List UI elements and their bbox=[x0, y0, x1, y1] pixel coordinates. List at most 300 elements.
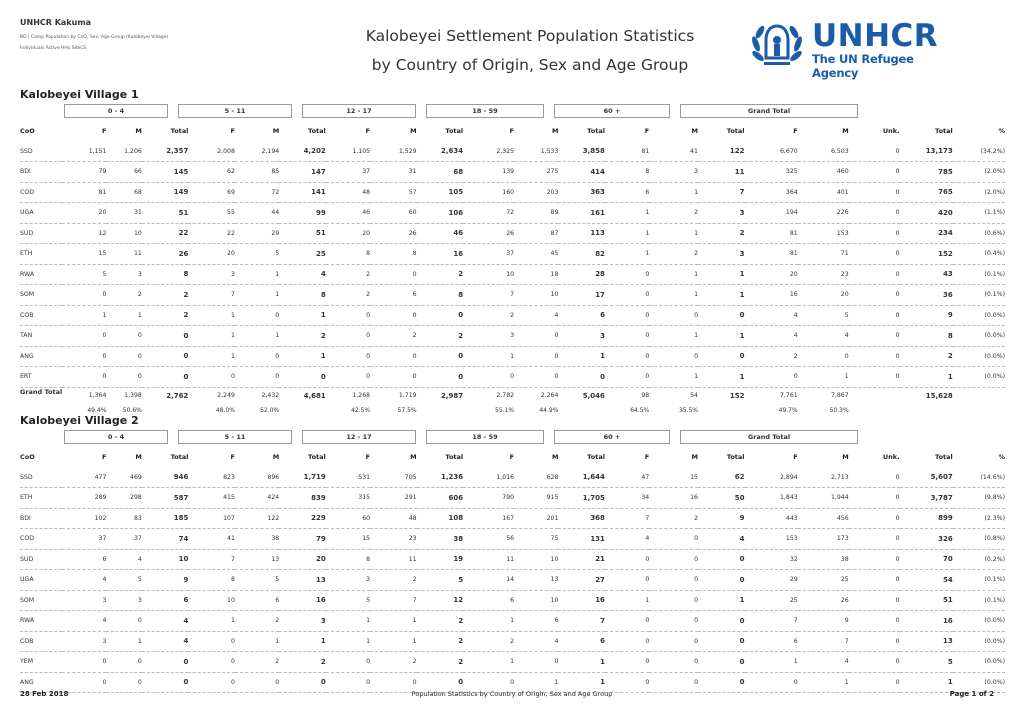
table-cell: 477 bbox=[62, 467, 106, 488]
table-cell: 10 bbox=[463, 264, 514, 285]
table-row bbox=[20, 590, 1005, 611]
table-cell: 325 bbox=[745, 162, 798, 183]
table-row bbox=[20, 264, 1005, 285]
table-cell: (0.1%) bbox=[953, 590, 1005, 611]
column-header: F bbox=[101, 453, 107, 461]
table-cell: 3 bbox=[62, 590, 106, 611]
table-cell: 363 bbox=[558, 182, 605, 203]
table-cell: 289 bbox=[62, 488, 106, 509]
column-header: Total bbox=[445, 127, 464, 135]
table-cell: 3 bbox=[649, 162, 698, 183]
table-cell: 2 bbox=[326, 264, 370, 285]
column-header: CoO bbox=[20, 127, 35, 135]
table-cell: 1 bbox=[900, 672, 953, 693]
table-cell: 5,607 bbox=[900, 467, 953, 488]
column-header: Total bbox=[726, 127, 745, 135]
table-cell: 2 bbox=[279, 326, 326, 347]
table-cell: 81 bbox=[745, 244, 798, 265]
country-code: ETH bbox=[20, 244, 62, 265]
footer-caption: Population Statistics by Country of Origin, Sex and Age Group bbox=[411, 690, 613, 698]
table-cell: 0 bbox=[849, 467, 900, 488]
table-cell: 1 bbox=[326, 611, 370, 632]
table-cell: 0 bbox=[849, 631, 900, 652]
report-description: BO | Camp Population by CoO, Sex, Age Group (Kalobeyei Village) bbox=[20, 35, 169, 40]
column-header: M bbox=[135, 127, 142, 135]
title-line-2: by Country of Origin, Sex and Age Group bbox=[371, 56, 689, 74]
table-cell: 4 bbox=[142, 611, 189, 632]
table-cell: 1 bbox=[798, 672, 849, 693]
table-cell: 26 bbox=[463, 223, 514, 244]
table-cell: 6 bbox=[463, 590, 514, 611]
table-cell: 0 bbox=[514, 367, 558, 388]
table-cell: 4 bbox=[142, 631, 189, 652]
table-cell: 2,634 bbox=[417, 141, 464, 162]
percent-cell: 48.0% bbox=[215, 406, 235, 414]
table-cell: 1 bbox=[649, 223, 698, 244]
header-left bbox=[20, 18, 168, 51]
table-cell: 5 bbox=[62, 264, 106, 285]
table-cell: 2 bbox=[417, 631, 464, 652]
column-header: Total bbox=[935, 127, 953, 135]
table-row bbox=[20, 141, 1005, 162]
table-cell: 0 bbox=[698, 652, 745, 673]
table-cell: 0 bbox=[605, 264, 649, 285]
age-group-label: 5 - 11 bbox=[178, 104, 292, 118]
table-cell: (0.2%) bbox=[953, 549, 1005, 570]
table-cell: 0 bbox=[849, 244, 900, 265]
table-cell: 7 bbox=[798, 631, 849, 652]
country-code: COD bbox=[20, 529, 62, 550]
table-cell: 0 bbox=[605, 346, 649, 367]
table-cell: 10 bbox=[188, 590, 235, 611]
table-cell: 531 bbox=[326, 467, 370, 488]
table-cell: 0 bbox=[235, 367, 279, 388]
table-cell: 167 bbox=[463, 508, 514, 529]
table-cell: 8 bbox=[279, 285, 326, 306]
table-cell: 4 bbox=[106, 549, 141, 570]
table-cell: 1 bbox=[235, 264, 279, 285]
table-cell: 102 bbox=[62, 508, 106, 529]
table-cell: 0 bbox=[605, 305, 649, 326]
table-cell: 141 bbox=[279, 182, 326, 203]
table-cell: 1,529 bbox=[370, 141, 417, 162]
table-cell: 16 bbox=[558, 590, 605, 611]
table-cell: 6 bbox=[558, 631, 605, 652]
table-cell: 1 bbox=[605, 590, 649, 611]
table-cell: 160 bbox=[463, 182, 514, 203]
table-cell: 203 bbox=[514, 182, 558, 203]
table-cell: 20 bbox=[326, 223, 370, 244]
table-cell: 785 bbox=[900, 162, 953, 183]
column-header: M bbox=[272, 127, 280, 135]
table-cell: 401 bbox=[798, 182, 849, 203]
table-cell: (0.1%) bbox=[953, 570, 1005, 591]
table-cell: 0 bbox=[62, 672, 106, 693]
table-cell: 1 bbox=[698, 590, 745, 611]
table-cell: 2 bbox=[649, 203, 698, 224]
table-cell: 275 bbox=[514, 162, 558, 183]
table-cell: 0 bbox=[849, 203, 900, 224]
table-cell: 0 bbox=[326, 652, 370, 673]
table-cell: 12 bbox=[417, 590, 464, 611]
table-cell: 368 bbox=[558, 508, 605, 529]
table-cell: 0 bbox=[279, 367, 326, 388]
age-group-label: 18 - 59 bbox=[426, 430, 544, 444]
table-cell: 1,016 bbox=[463, 467, 514, 488]
table-cell: (0.0%) bbox=[953, 346, 1005, 367]
table-cell: 1 bbox=[235, 285, 279, 306]
column-header: Total bbox=[170, 453, 189, 461]
table-cell: 0 bbox=[417, 672, 464, 693]
table-cell: 0 bbox=[649, 346, 698, 367]
table-cell: 0 bbox=[370, 672, 417, 693]
table-cell: 0 bbox=[62, 652, 106, 673]
column-header: F bbox=[365, 453, 371, 461]
table-cell: 6 bbox=[745, 631, 798, 652]
table-cell: 291 bbox=[370, 488, 417, 509]
table-cell: 6 bbox=[558, 305, 605, 326]
table-cell: 20 bbox=[62, 203, 106, 224]
column-header: M bbox=[135, 453, 142, 461]
table-cell: 108 bbox=[417, 508, 464, 529]
table-row bbox=[20, 305, 1005, 326]
table-cell: 0 bbox=[849, 141, 900, 162]
table-cell: 0 bbox=[605, 549, 649, 570]
table-cell: 34 bbox=[605, 488, 649, 509]
table-cell: (0.0%) bbox=[953, 611, 1005, 632]
table-cell: 6 bbox=[62, 549, 106, 570]
country-code: ANG bbox=[20, 672, 62, 693]
table-cell: 12 bbox=[62, 223, 106, 244]
table-cell: 0 bbox=[370, 346, 417, 367]
table-cell: 21 bbox=[558, 549, 605, 570]
table-cell: 420 bbox=[900, 203, 953, 224]
column-header: Total bbox=[445, 453, 464, 461]
table-cell: 8 bbox=[142, 264, 189, 285]
table-cell: 2 bbox=[698, 223, 745, 244]
table-cell: 2 bbox=[463, 305, 514, 326]
country-code: BDI bbox=[20, 508, 62, 529]
table-cell: 9 bbox=[798, 611, 849, 632]
table-cell: 0 bbox=[370, 367, 417, 388]
country-code: UGA bbox=[20, 203, 62, 224]
table-cell: 0 bbox=[849, 570, 900, 591]
grand-total-cell bbox=[849, 387, 900, 404]
column-header: % bbox=[998, 127, 1005, 135]
grand-total-cell: 7,761 bbox=[779, 392, 798, 400]
table-cell: 3 bbox=[558, 326, 605, 347]
table-cell: 51 bbox=[142, 203, 189, 224]
table-cell: 83 bbox=[106, 508, 141, 529]
table-cell: 149 bbox=[142, 182, 189, 203]
table-cell: 315 bbox=[326, 488, 370, 509]
table-cell: 0 bbox=[745, 672, 798, 693]
table-cell: 705 bbox=[370, 467, 417, 488]
table-cell: 0 bbox=[849, 611, 900, 632]
table-row bbox=[20, 223, 1005, 244]
table-cell: 0 bbox=[649, 590, 698, 611]
table-cell: 85 bbox=[235, 162, 279, 183]
grand-total-cell: 98 bbox=[641, 392, 650, 400]
table-cell: 7 bbox=[558, 611, 605, 632]
grand-total-cell: 2,432 bbox=[261, 392, 280, 400]
village-1-section bbox=[20, 88, 1005, 416]
table-cell: 7 bbox=[370, 590, 417, 611]
table-cell: 7 bbox=[463, 285, 514, 306]
table-cell: 6,503 bbox=[798, 141, 849, 162]
table-cell: 0 bbox=[649, 672, 698, 693]
percent-cell: 35.5% bbox=[678, 406, 698, 414]
table-cell: 0 bbox=[649, 570, 698, 591]
table-cell: 1 bbox=[649, 264, 698, 285]
table-cell: 8 bbox=[605, 162, 649, 183]
table-cell: 8 bbox=[900, 326, 953, 347]
column-header: % bbox=[998, 453, 1005, 461]
table-cell: 587 bbox=[142, 488, 189, 509]
table-cell: 26 bbox=[370, 223, 417, 244]
table-cell: 0 bbox=[849, 508, 900, 529]
table-cell: 0 bbox=[849, 488, 900, 509]
table-cell: 2,713 bbox=[798, 467, 849, 488]
table-cell: 3 bbox=[188, 264, 235, 285]
table-cell: 0 bbox=[235, 346, 279, 367]
table-cell: 50 bbox=[698, 488, 745, 509]
table-cell: 1,533 bbox=[514, 141, 558, 162]
column-header-row bbox=[20, 447, 1005, 467]
table-cell: 628 bbox=[514, 467, 558, 488]
country-code: RWA bbox=[20, 611, 62, 632]
table-cell: 0 bbox=[849, 367, 900, 388]
table-cell: 13 bbox=[279, 570, 326, 591]
column-header: Total bbox=[587, 453, 605, 461]
table-cell: 839 bbox=[279, 488, 326, 509]
table-cell: 0 bbox=[326, 346, 370, 367]
table-cell: 3 bbox=[62, 631, 106, 652]
table-cell: 0 bbox=[698, 672, 745, 693]
table-cell: 0 bbox=[142, 346, 189, 367]
table-cell: 0 bbox=[605, 611, 649, 632]
table-cell: 2 bbox=[417, 652, 464, 673]
table-cell: 74 bbox=[142, 529, 189, 550]
country-code: ERT bbox=[20, 367, 62, 388]
table-cell: 1 bbox=[370, 631, 417, 652]
table-cell: 32 bbox=[745, 549, 798, 570]
table-cell: 229 bbox=[279, 508, 326, 529]
table-cell: 8 bbox=[370, 244, 417, 265]
table-cell: 19 bbox=[417, 549, 464, 570]
table-cell: 0 bbox=[62, 346, 106, 367]
table-cell: 0 bbox=[235, 305, 279, 326]
table-cell: 173 bbox=[798, 529, 849, 550]
table-cell: 0 bbox=[106, 346, 141, 367]
country-code: RWA bbox=[20, 264, 62, 285]
table-cell: 26 bbox=[142, 244, 189, 265]
grand-total-cell: 2,987 bbox=[440, 391, 464, 400]
table-cell: 1 bbox=[900, 367, 953, 388]
table-cell: 1 bbox=[106, 305, 141, 326]
table-cell: 0 bbox=[649, 529, 698, 550]
table-cell: 54 bbox=[900, 570, 953, 591]
table-cell: 0 bbox=[142, 672, 189, 693]
column-header: F bbox=[509, 127, 515, 135]
table-cell: 45 bbox=[514, 244, 558, 265]
table-cell: 415 bbox=[188, 488, 235, 509]
table-cell: 915 bbox=[514, 488, 558, 509]
table-cell: 1 bbox=[370, 611, 417, 632]
country-code: ETH bbox=[20, 488, 62, 509]
table-cell: 82 bbox=[558, 244, 605, 265]
table-row bbox=[20, 367, 1005, 388]
table-cell: 18 bbox=[514, 264, 558, 285]
table-cell: 0 bbox=[417, 367, 464, 388]
table-cell: 1,206 bbox=[106, 141, 141, 162]
table-cell: 28 bbox=[558, 264, 605, 285]
percent-cell: 50.3% bbox=[829, 406, 849, 414]
table-cell: 0 bbox=[849, 652, 900, 673]
table-cell: 0 bbox=[849, 549, 900, 570]
table-cell: 3 bbox=[279, 611, 326, 632]
table-cell: 48 bbox=[370, 508, 417, 529]
column-header: M bbox=[842, 453, 849, 461]
table-cell: 0 bbox=[417, 305, 464, 326]
table-cell: 16 bbox=[900, 611, 953, 632]
column-header: F bbox=[509, 453, 515, 461]
table-cell: 1,151 bbox=[62, 141, 106, 162]
table-cell: 56 bbox=[463, 529, 514, 550]
table-cell: 0 bbox=[649, 549, 698, 570]
table-cell: 1 bbox=[605, 203, 649, 224]
table-cell: 3 bbox=[106, 264, 141, 285]
table-cell: 1 bbox=[514, 672, 558, 693]
table-cell: 0 bbox=[605, 631, 649, 652]
table-cell: 10 bbox=[514, 590, 558, 611]
grand-total-cell: 1,268 bbox=[352, 392, 371, 400]
table-cell: 0 bbox=[188, 367, 235, 388]
age-group-label: 18 - 59 bbox=[426, 104, 544, 118]
table-cell: (2.0%) bbox=[953, 162, 1005, 183]
table-cell: 13,173 bbox=[900, 141, 953, 162]
table-cell: 2 bbox=[106, 285, 141, 306]
table-cell: 0 bbox=[798, 346, 849, 367]
table-cell: 60 bbox=[326, 508, 370, 529]
table-cell: (2.3%) bbox=[953, 508, 1005, 529]
table-cell: 4 bbox=[62, 570, 106, 591]
table-cell: 0 bbox=[605, 285, 649, 306]
table-cell: 2 bbox=[649, 508, 698, 529]
table-cell: 51 bbox=[900, 590, 953, 611]
table-cell: 1 bbox=[649, 285, 698, 306]
table-cell: 946 bbox=[142, 467, 189, 488]
country-code: SSD bbox=[20, 467, 62, 488]
table-cell: 0 bbox=[649, 611, 698, 632]
table-cell: 41 bbox=[649, 141, 698, 162]
table-cell: 72 bbox=[463, 203, 514, 224]
table-cell: 2 bbox=[142, 285, 189, 306]
table-cell: 0 bbox=[370, 305, 417, 326]
table-cell: 0 bbox=[698, 611, 745, 632]
table-cell: 2 bbox=[649, 244, 698, 265]
table-cell: 0 bbox=[326, 326, 370, 347]
grand-total-cell: 7,867 bbox=[830, 392, 849, 400]
table-row bbox=[20, 631, 1005, 652]
table-cell: 2 bbox=[417, 611, 464, 632]
table-cell: 11 bbox=[463, 549, 514, 570]
country-code: SUD bbox=[20, 549, 62, 570]
table-cell: 68 bbox=[106, 182, 141, 203]
table-cell: 5 bbox=[417, 570, 464, 591]
table-cell: 6 bbox=[235, 590, 279, 611]
table-cell: (0.0%) bbox=[953, 326, 1005, 347]
table-cell: 0 bbox=[463, 672, 514, 693]
table-cell: 15 bbox=[326, 529, 370, 550]
column-header: Unk. bbox=[882, 127, 900, 135]
footer-date: 28 Feb 2018 bbox=[20, 690, 69, 698]
table-cell: 2 bbox=[417, 326, 464, 347]
table-cell: 414 bbox=[558, 162, 605, 183]
table-cell: 1 bbox=[188, 611, 235, 632]
table-cell: 31 bbox=[106, 203, 141, 224]
table-cell: (0.0%) bbox=[953, 672, 1005, 693]
table-cell: 0 bbox=[605, 570, 649, 591]
table-cell: 2,357 bbox=[142, 141, 189, 162]
table-cell: 6 bbox=[514, 611, 558, 632]
table-cell: 20 bbox=[188, 244, 235, 265]
table-cell: 23 bbox=[370, 529, 417, 550]
table-cell: 790 bbox=[463, 488, 514, 509]
table-cell: 10 bbox=[106, 223, 141, 244]
table-cell: 0 bbox=[605, 672, 649, 693]
table-cell: 2 bbox=[370, 652, 417, 673]
table-cell: 1,644 bbox=[558, 467, 605, 488]
table-cell: 1 bbox=[62, 305, 106, 326]
table-cell: 0 bbox=[698, 346, 745, 367]
table-cell: 194 bbox=[745, 203, 798, 224]
table-cell: 62 bbox=[188, 162, 235, 183]
table-cell: 47 bbox=[605, 467, 649, 488]
table-cell: 0 bbox=[142, 652, 189, 673]
table-cell: 226 bbox=[798, 203, 849, 224]
table-cell: 13 bbox=[900, 631, 953, 652]
table-cell: 896 bbox=[235, 467, 279, 488]
office-name: UNHCR Kakuma bbox=[20, 18, 92, 27]
table-cell: 6,670 bbox=[745, 141, 798, 162]
table-cell: 75 bbox=[514, 529, 558, 550]
table-cell: 0 bbox=[558, 367, 605, 388]
table-cell: 31 bbox=[370, 162, 417, 183]
table-cell: 15 bbox=[62, 244, 106, 265]
table-cell: 122 bbox=[698, 141, 745, 162]
table-cell: 1 bbox=[463, 652, 514, 673]
table-cell: 1 bbox=[463, 346, 514, 367]
table-cell: 145 bbox=[142, 162, 189, 183]
table-cell: 20 bbox=[745, 264, 798, 285]
table-cell: 6 bbox=[605, 182, 649, 203]
title-line-1: Kalobeyei Settlement Population Statistics bbox=[365, 27, 695, 45]
grand-total-cell: 2,762 bbox=[166, 391, 189, 400]
table-cell: 48 bbox=[326, 182, 370, 203]
table-cell: 0 bbox=[849, 162, 900, 183]
grand-total-cell: 1,364 bbox=[88, 392, 107, 400]
column-header: F bbox=[644, 127, 650, 135]
table-cell: 25 bbox=[279, 244, 326, 265]
table-cell: 16 bbox=[417, 244, 464, 265]
table-cell: (0.8%) bbox=[953, 529, 1005, 550]
table-cell: 8 bbox=[326, 549, 370, 570]
column-header: Unk. bbox=[882, 453, 900, 461]
column-header: F bbox=[230, 453, 235, 461]
age-group-label: 12 - 17 bbox=[302, 430, 416, 444]
percent-cell: 52.0% bbox=[260, 406, 280, 414]
